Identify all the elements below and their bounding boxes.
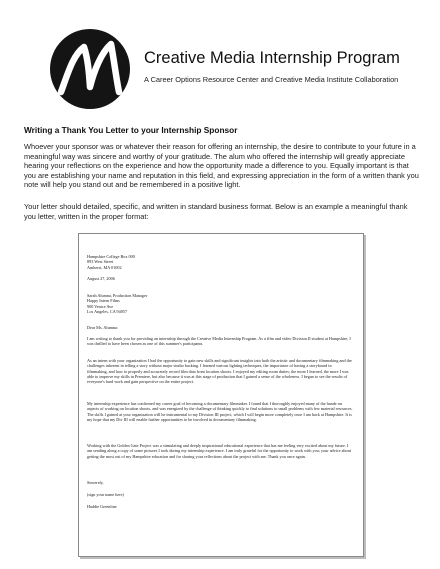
sender-line: Hampshire College Box 000 (87, 254, 135, 259)
sender-line: 893 West Street (87, 259, 114, 265)
letter-paragraph-1: I am writing to thank you for providing an internship through the Creative Media Internship Program. As a film and video Division II student at Hampshire, I was thrilled to have been chosen as one of this summer's participants. (87, 336, 351, 347)
recipient-address (87, 293, 353, 314)
recipient-line: Happy Intern Films (87, 298, 120, 304)
letter-paragraph-2: As an intern with your organization I had the opportunity to gain new skills and significant insights into both the artistic and documentary filmmaking and the challenges inherent in telling a story without major studio backing. I learned various lighting techniques, the importance of having a storyboard in filmmaking, and how to properly and accurately record film data from location shoots. I enjoyed my editing room duties; the more I learned, the more I was able to improve my skills in Premiere, but also because it was at this stage of production that I gained a sense of the wholeness. I began to see the results of everyone's hard work and gain perspective on the entire project. (87, 358, 352, 385)
creative-media-logo (50, 29, 130, 109)
salutation: Dear Ms. Alumna: (87, 325, 119, 330)
page-subtitle: A Career Options Resource Center and Creative Media Institute Collaboration (144, 75, 399, 84)
page-title: Creative Media Internship Program (144, 49, 400, 67)
intro-paragraph: Whoever your sponsor was or whatever their reason for offering an internship, the desire to contribute to your future in a meaningful way was sincere and worthy of your gratitude. The alum who offered the internship will greatly appreciate hearing your reflections on the experience and how the opportunity made a difference to you. Equally important is that you are establishing your name and reputation in this field, and expressing appreciation in the form of a written thank you note will help you stand out and be remembered in a positive light. (24, 142, 419, 190)
format-paragraph: Your letter should detailed, specific, and written in standard business format. Below is an example a meaningful thank you letter, written in the proper format: (24, 202, 408, 221)
letter-paragraph-3: My internship experience has confirmed my career goal of becoming a documentary filmmaker. I found that I thoroughly enjoyed many of the hands-on aspects of working on location shoots, and was energized by the challenge of thinking quickly to find solutions to small problems with few material resources. The skills I gained at your organization will be instrumental to my Division III project, which I will begin more completely once I am back at Hampshire. It is my hope that my Div III will enable further opportunities to be involved in documentary filmmaking. (87, 401, 353, 422)
letter-paragraph-4: Working with the Golden Gate Project was a stimulating and deeply inspirational educational experience that has me feeling very excited about my future. I am sending along a copy of some pictures I took during my internship experience. I am truly grateful for the opportunity to work with you; your advice about getting the most out of my Hampshire education and for sharing your reflections about the project with me. Thank you once again. (87, 443, 351, 459)
recipient-line: 900 Venice Ave (87, 303, 114, 309)
letter-closing: Sincerely, (87, 480, 104, 485)
section-heading: Writing a Thank You Letter to your Internship Sponsor (24, 125, 238, 135)
signature-placeholder: (sign your name here) (87, 492, 124, 497)
sender-address (87, 254, 353, 270)
signer-name: Haddie Greenline (87, 504, 117, 509)
recipient-line: Los Angeles, CA 94057 (87, 308, 128, 314)
sample-letter (78, 233, 364, 557)
recipient-line: Sarah Alumna, Production Manager (87, 293, 148, 298)
sender-line: Amherst, MA 01002 (87, 264, 122, 270)
letter-date: August 27, 2006 (87, 276, 115, 281)
